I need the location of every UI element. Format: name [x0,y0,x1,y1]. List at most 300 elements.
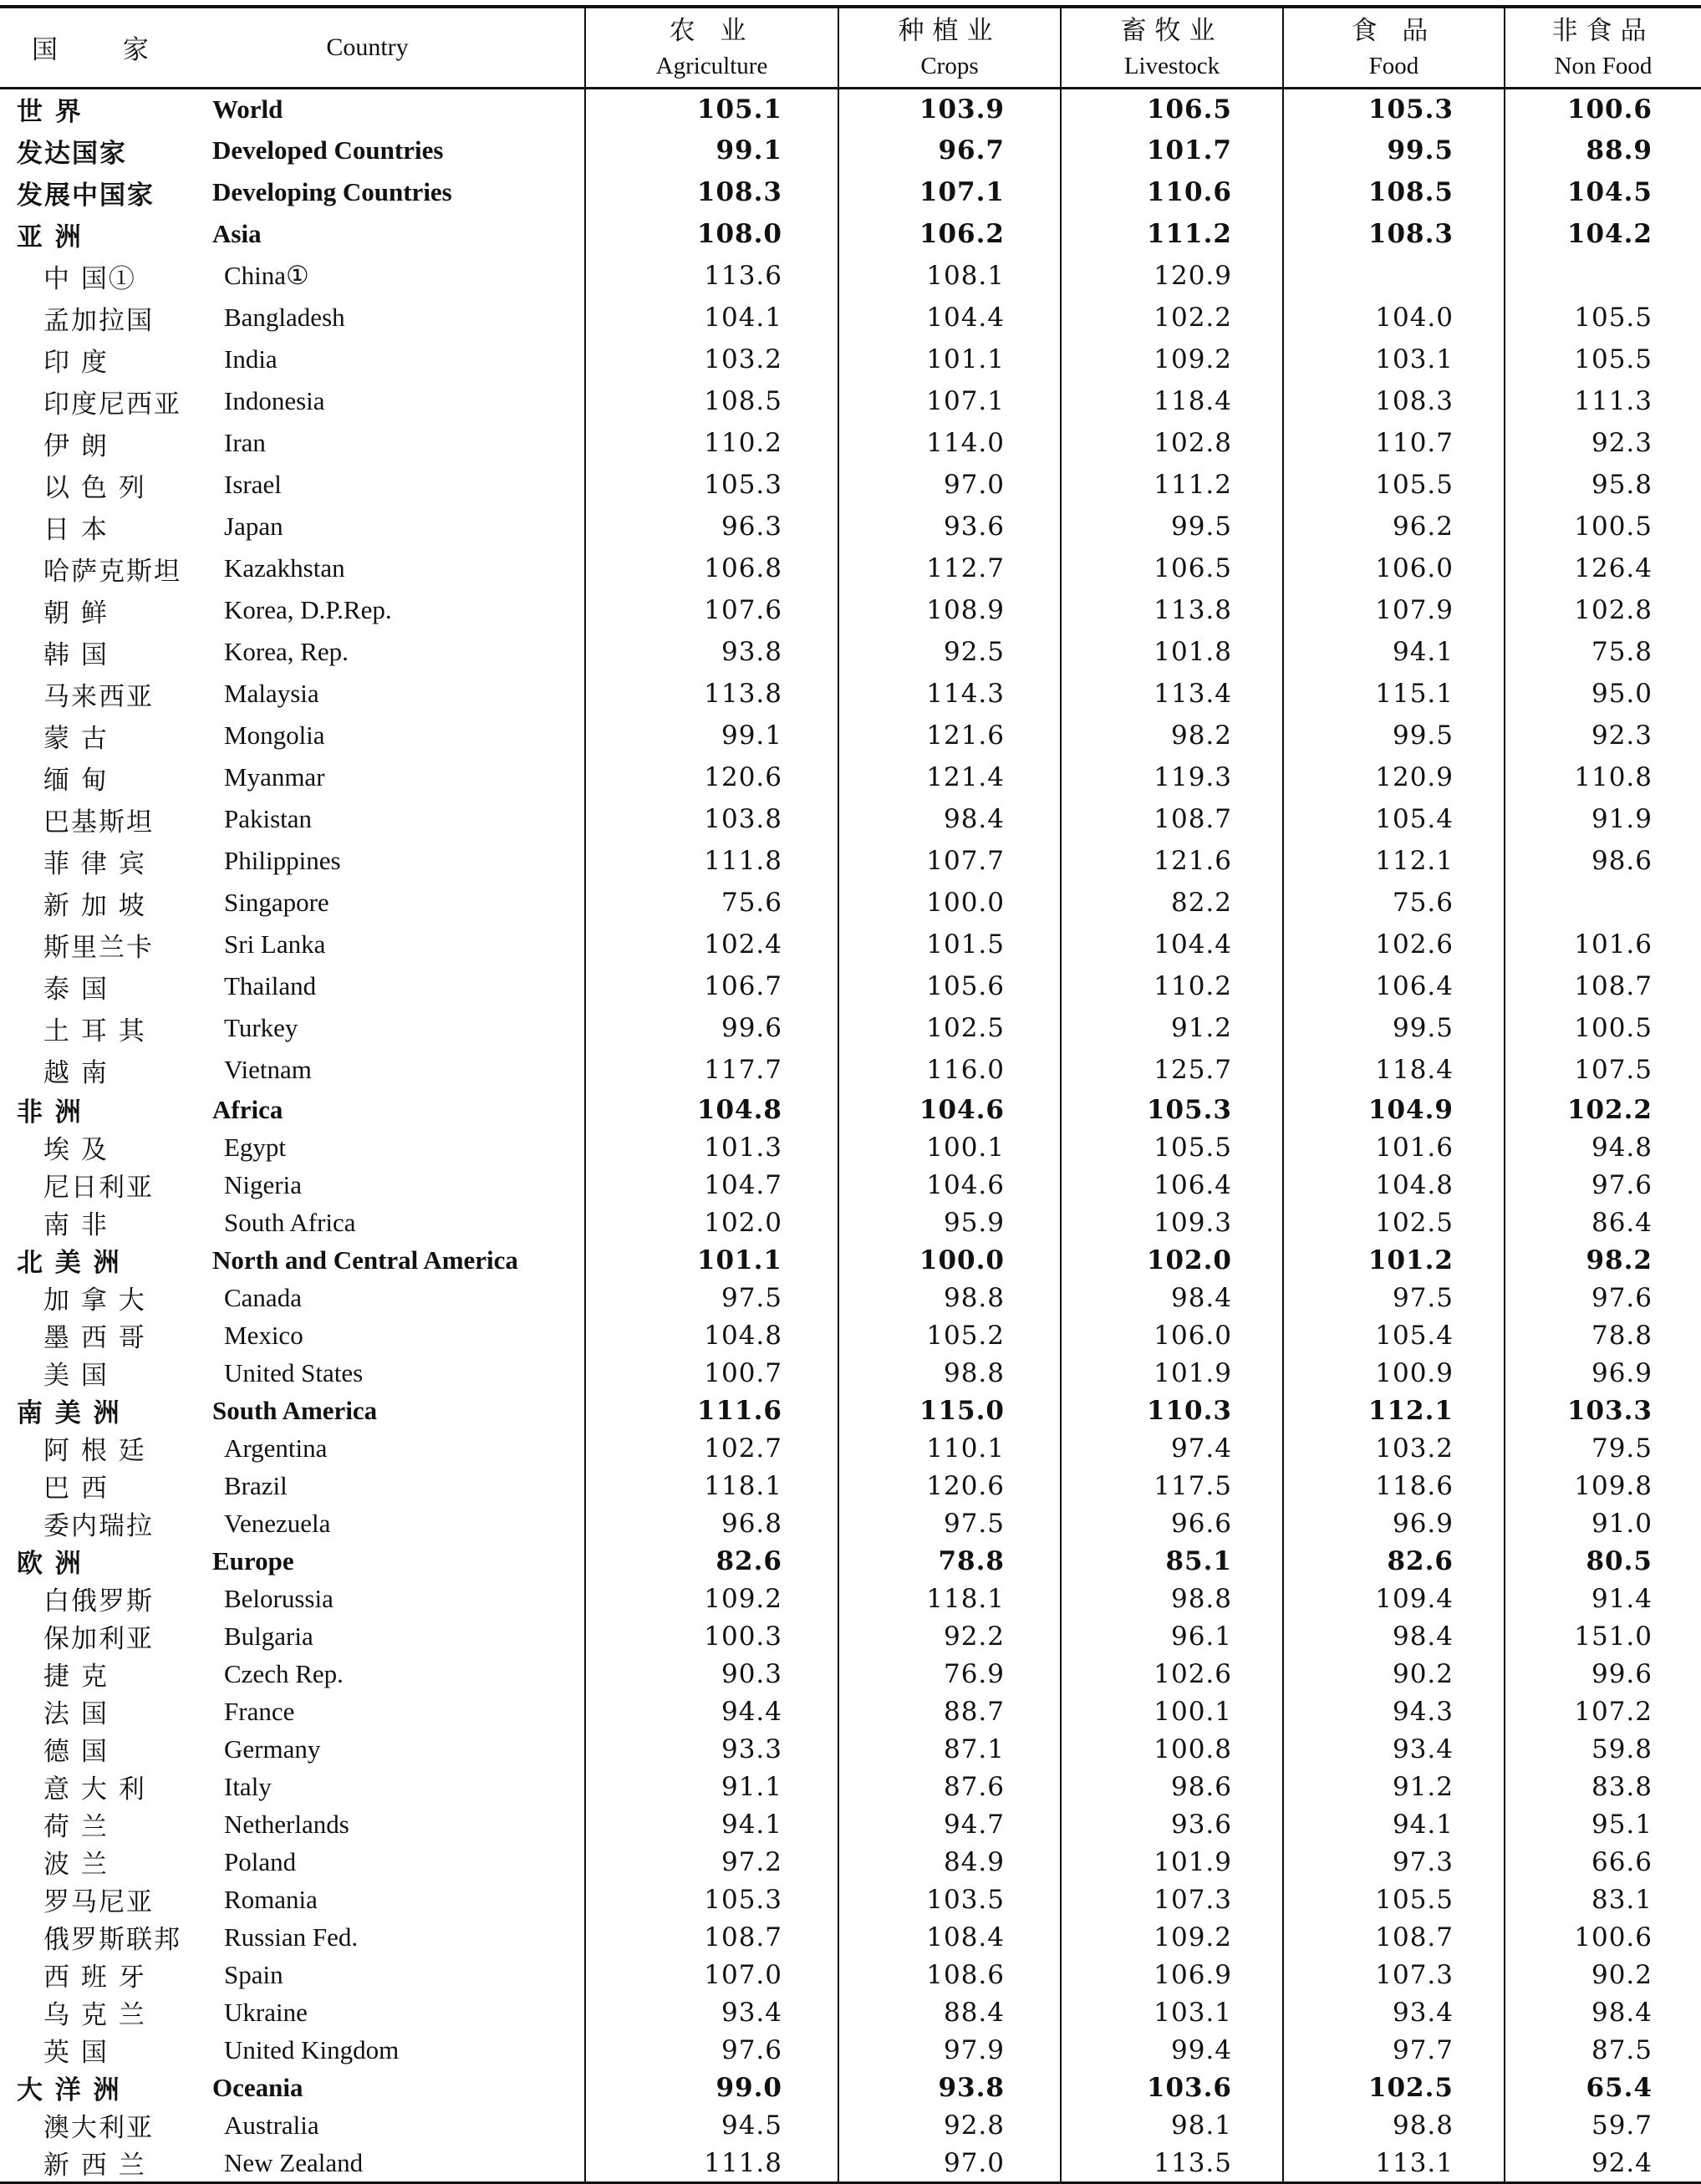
cell-non-food: 86.4 [1505,1204,1701,1241]
cell-food: 75.6 [1283,882,1505,924]
country-name-zh: 土 耳 其 [43,1016,146,1046]
header-non-food [1505,7,1701,88]
country-name-zh: 乌 克 兰 [43,2000,146,2030]
country-name-zh: 孟加拉国 [43,305,154,336]
country-name-en: Russian Fed. [224,1922,359,1952]
cell-crops: 84.9 [838,1843,1061,1881]
table-row [0,2031,1701,2069]
country-name-zh: 以 色 列 [43,472,146,503]
cell-food: 96.9 [1283,1504,1505,1542]
country-name-en: Asia [212,219,262,248]
cell-agriculture: 99.6 [585,1007,838,1049]
country-name-en: Bangladesh [224,303,345,332]
cell-non-food: 102.2 [1505,1091,1701,1128]
cell-crops: 115.0 [838,1392,1061,1429]
country-name-zh: 朝 鲜 [43,598,109,629]
header-food [1283,7,1505,88]
cell-crops: 101.5 [838,924,1061,965]
cell-agriculture: 99.1 [585,130,838,171]
cell-crops: 98.8 [838,1354,1061,1392]
cell-crops: 96.7 [838,130,1061,171]
country-name-zh: 西 班 牙 [43,1963,146,1993]
cell-agriculture: 94.4 [585,1693,838,1730]
cell-agriculture: 96.8 [585,1504,838,1542]
cell-non-food: 105.5 [1505,339,1701,380]
cell-agriculture: 105.3 [585,1881,838,1918]
cell-crops: 93.8 [838,2069,1061,2106]
header-country-en: Country [184,7,585,88]
country-name-zh: 发展中国家 [17,180,155,211]
cell-agriculture: 117.7 [585,1049,838,1091]
cell-crops: 101.1 [838,339,1061,380]
cell-agriculture: 111.8 [585,840,838,882]
country-name-en: Indonesia [224,386,325,415]
cell-food: 106.0 [1283,547,1505,589]
cell-non-food: 102.8 [1505,589,1701,631]
cell-non-food: 126.4 [1505,547,1701,589]
table-row [0,1128,1701,1166]
cell-food: 110.7 [1283,422,1505,464]
cell-livestock: 113.5 [1061,2144,1283,2183]
cell-agriculture: 104.1 [585,297,838,339]
table-row [0,1241,1701,1279]
cell-livestock: 120.9 [1061,255,1283,297]
cell-livestock: 110.6 [1061,171,1283,213]
country-name-zh: 日 本 [43,514,109,545]
country-name-en: Ukraine [224,1997,308,2027]
cell-livestock: 107.3 [1061,1881,1283,1918]
cell-non-food [1505,255,1701,297]
country-name-en: Africa [212,1094,283,1124]
table-row [0,631,1701,673]
cell-food: 108.5 [1283,171,1505,213]
cell-livestock: 101.7 [1061,130,1283,171]
cell-food: 112.1 [1283,1392,1505,1429]
cell-crops: 108.9 [838,589,1061,631]
cell-food [1283,255,1505,297]
cell-food: 99.5 [1283,130,1505,171]
cell-agriculture: 93.3 [585,1730,838,1768]
cell-livestock: 82.2 [1061,882,1283,924]
cell-livestock: 85.1 [1061,1542,1283,1580]
country-name-zh: 波 兰 [43,1850,109,1880]
cell-livestock: 119.3 [1061,756,1283,798]
cell-agriculture: 94.5 [585,2106,838,2144]
table-row [0,924,1701,965]
cell-non-food: 88.9 [1505,130,1701,171]
country-name-zh: 伊 朗 [43,430,109,461]
cell-agriculture: 97.6 [585,2031,838,2069]
cell-non-food: 95.1 [1505,1805,1701,1843]
cell-non-food: 66.6 [1505,1843,1701,1881]
cell-crops: 103.5 [838,1881,1061,1918]
cell-crops: 112.7 [838,547,1061,589]
cell-livestock: 106.9 [1061,1956,1283,1993]
cell-non-food: 105.5 [1505,297,1701,339]
cell-crops: 121.6 [838,715,1061,756]
cell-non-food: 100.6 [1505,1918,1701,1956]
cell-non-food: 111.3 [1505,380,1701,422]
table-row [0,1617,1701,1655]
cell-non-food: 109.8 [1505,1467,1701,1504]
cell-livestock: 105.3 [1061,1091,1283,1128]
cell-food: 90.2 [1283,1655,1505,1693]
cell-agriculture: 113.6 [585,255,838,297]
country-name-en: Mexico [224,1320,303,1350]
cell-livestock: 96.1 [1061,1617,1283,1655]
cell-crops: 97.5 [838,1504,1061,1542]
cell-agriculture: 101.3 [585,1128,838,1166]
cell-agriculture: 99.1 [585,715,838,756]
cell-crops: 92.5 [838,631,1061,673]
cell-crops: 87.6 [838,1768,1061,1805]
cell-food: 108.7 [1283,1918,1505,1956]
cell-crops: 103.9 [838,88,1061,130]
cell-food: 107.3 [1283,1956,1505,1993]
cell-crops: 110.1 [838,1429,1061,1467]
cell-non-food: 59.7 [1505,2106,1701,2144]
table-row [0,1805,1701,1843]
cell-food: 112.1 [1283,840,1505,882]
cell-crops: 104.6 [838,1166,1061,1204]
cell-agriculture: 103.2 [585,339,838,380]
cell-food: 105.5 [1283,1881,1505,1918]
cell-livestock: 104.4 [1061,924,1283,965]
table-row [0,673,1701,715]
cell-non-food: 108.7 [1505,965,1701,1007]
country-name-en: India [224,344,278,374]
cell-food: 82.6 [1283,1542,1505,1580]
cell-livestock: 113.8 [1061,589,1283,631]
country-name-zh: 委内瑞拉 [43,1511,154,1541]
cell-non-food: 90.2 [1505,1956,1701,1993]
country-name-en: Romania [224,1884,318,1914]
country-name-en: Spain [224,1959,283,1989]
country-name-en: Developing Countries [212,177,452,206]
cell-livestock: 98.2 [1061,715,1283,756]
table-row [0,130,1701,171]
cell-food: 98.4 [1283,1617,1505,1655]
country-name-en: Developed Countries [212,135,444,165]
cell-food: 99.5 [1283,1007,1505,1049]
table-header [0,7,1701,88]
header-livestock [1061,7,1283,88]
cell-agriculture: 110.2 [585,422,838,464]
table-row [0,798,1701,840]
country-name-en: Belorussia [224,1583,334,1613]
cell-crops: 114.0 [838,422,1061,464]
country-name-zh: 新 西 兰 [0,2144,184,2183]
cell-agriculture: 100.7 [585,1354,838,1392]
cell-crops: 97.9 [838,2031,1061,2069]
header-non-food-zh: 非食品 [1551,15,1655,46]
cell-agriculture: 97.5 [585,1279,838,1316]
cell-non-food: 83.8 [1505,1768,1701,1805]
country-name-en: Malaysia [224,679,319,708]
cell-food: 93.4 [1283,1730,1505,1768]
table-row [0,88,1701,130]
cell-agriculture: 94.1 [585,1805,838,1843]
cell-agriculture: 120.6 [585,756,838,798]
cell-livestock: 121.6 [1061,840,1283,882]
cell-non-food: 92.4 [1505,2144,1701,2183]
cell-non-food: 92.3 [1505,715,1701,756]
cell-agriculture: 97.2 [585,1843,838,1881]
country-name-en: South America [212,1395,378,1425]
cell-food: 108.3 [1283,213,1505,255]
cell-food: 94.1 [1283,631,1505,673]
country-name-en: World [212,94,283,124]
cell-crops: 105.2 [838,1316,1061,1354]
cell-non-food: 104.2 [1505,213,1701,255]
cell-non-food: 91.4 [1505,1580,1701,1617]
cell-crops: 107.7 [838,840,1061,882]
cell-food: 104.0 [1283,297,1505,339]
country-name-zh: 发达国家 [17,138,127,169]
cell-agriculture: 100.3 [585,1617,838,1655]
table-row [0,1580,1701,1617]
table-row [0,422,1701,464]
cell-non-food: 99.6 [1505,1655,1701,1693]
table-row [0,2144,1701,2183]
country-name-en: New Zealand [184,2144,585,2183]
table-row [0,171,1701,213]
table-row [0,297,1701,339]
cell-non-food: 95.0 [1505,673,1701,715]
cell-crops: 97.0 [838,2144,1061,2183]
cell-non-food: 78.8 [1505,1316,1701,1354]
country-name-zh: 南 美 洲 [17,1398,121,1428]
cell-livestock: 110.2 [1061,965,1283,1007]
cell-food: 107.9 [1283,589,1505,631]
cell-non-food: 101.6 [1505,924,1701,965]
country-name-en: United Kingdom [224,2034,400,2064]
table-row [0,1204,1701,1241]
country-name-en: Singapore [224,888,329,917]
cell-food: 97.7 [1283,2031,1505,2069]
cell-non-food: 97.6 [1505,1279,1701,1316]
cell-livestock: 108.7 [1061,798,1283,840]
cell-agriculture: 108.0 [585,213,838,255]
cell-non-food: 75.8 [1505,631,1701,673]
table-row [0,1843,1701,1881]
cell-food: 99.5 [1283,715,1505,756]
country-name-zh: 法 国 [43,1699,109,1729]
table-row [0,1993,1701,2031]
cell-livestock: 106.0 [1061,1316,1283,1354]
country-name-en: Japan [224,512,283,541]
table-row [0,1504,1701,1542]
header-agriculture-zh: 农 业 [669,15,755,46]
cell-food: 101.2 [1283,1241,1505,1279]
cell-food: 105.5 [1283,464,1505,506]
country-name-en: Bulgaria [224,1621,313,1651]
cell-food: 103.2 [1283,1429,1505,1467]
cell-crops: 104.6 [838,1091,1061,1128]
country-name-zh: 马来西亚 [43,681,154,712]
country-name-zh: 哈萨克斯坦 [43,556,181,587]
cell-non-food: 151.0 [1505,1617,1701,1655]
country-name-zh: 斯里兰卡 [43,932,154,963]
cell-livestock: 106.4 [1061,1166,1283,1204]
cell-non-food: 83.1 [1505,1881,1701,1918]
cell-livestock: 101.8 [1061,631,1283,673]
cell-crops: 76.9 [838,1655,1061,1693]
cell-agriculture: 105.3 [585,464,838,506]
cell-crops: 92.2 [838,1617,1061,1655]
cell-crops: 94.7 [838,1805,1061,1843]
country-name-zh: 越 南 [43,1057,109,1088]
country-name-en: France [224,1696,295,1726]
table-row [0,1467,1701,1504]
cell-non-food: 107.5 [1505,1049,1701,1091]
cell-agriculture: 108.3 [585,171,838,213]
country-name-zh: 意 大 利 [43,1774,146,1805]
header-agriculture-en: Agriculture [655,52,768,79]
cell-food: 97.3 [1283,1843,1505,1881]
cell-agriculture: 90.3 [585,1655,838,1693]
cell-non-food: 107.2 [1505,1693,1701,1730]
cell-food: 105.3 [1283,88,1505,130]
cell-agriculture: 111.8 [585,2144,838,2183]
country-name-en: Sri Lanka [224,929,326,959]
cell-crops: 78.8 [838,1542,1061,1580]
cell-crops: 95.9 [838,1204,1061,1241]
country-name-en: Egypt [224,1132,287,1162]
cell-livestock: 109.2 [1061,339,1283,380]
cell-non-food: 103.3 [1505,1392,1701,1429]
header-non-food-en: Non Food [1554,52,1653,79]
cell-livestock: 103.6 [1061,2069,1283,2106]
country-name-zh: 澳大利亚 [43,2113,154,2143]
cell-food: 109.4 [1283,1580,1505,1617]
cell-crops: 93.6 [838,506,1061,547]
cell-food: 113.1 [1283,2144,1505,2183]
cell-livestock: 98.6 [1061,1768,1283,1805]
cell-non-food: 100.6 [1505,88,1701,130]
table-row [0,1956,1701,1993]
country-name-zh: 欧 洲 [17,1549,83,1579]
cell-crops: 88.7 [838,1693,1061,1730]
cell-non-food: 80.5 [1505,1542,1701,1580]
table-row [0,1279,1701,1316]
cell-crops: 88.4 [838,1993,1061,2031]
cell-crops: 108.6 [838,1956,1061,1993]
table-row [0,1007,1701,1049]
cell-livestock: 100.8 [1061,1730,1283,1768]
table-row [0,339,1701,380]
cell-agriculture: 107.6 [585,589,838,631]
cell-food: 102.6 [1283,924,1505,965]
cell-livestock: 102.2 [1061,297,1283,339]
country-name-zh: 新 加 坡 [43,890,146,921]
cell-non-food: 98.6 [1505,840,1701,882]
country-name-en: China① [224,261,309,290]
country-name-zh: 缅 甸 [43,765,109,796]
country-name-zh: 白俄罗斯 [43,1586,154,1616]
country-name-zh: 泰 国 [43,974,109,1005]
cell-livestock: 105.5 [1061,1128,1283,1166]
cell-agriculture: 99.0 [585,2069,838,2106]
cell-livestock: 91.2 [1061,1007,1283,1049]
country-name-en: Italy [224,1771,272,1801]
cell-non-food [1505,882,1701,924]
cell-food: 91.2 [1283,1768,1505,1805]
table-row [0,840,1701,882]
cell-food: 102.5 [1283,1204,1505,1241]
cell-livestock: 102.6 [1061,1655,1283,1693]
cell-food: 96.2 [1283,506,1505,547]
cell-agriculture: 105.1 [585,88,838,130]
header-crops [838,7,1061,88]
cell-crops: 102.5 [838,1007,1061,1049]
country-name-zh: 保加利亚 [43,1624,154,1654]
table-row [0,1166,1701,1204]
cell-agriculture: 108.7 [585,1918,838,1956]
cell-non-food: 94.8 [1505,1128,1701,1166]
table-row [0,1693,1701,1730]
header-livestock-en: Livestock [1123,52,1220,79]
country-name-zh: 美 国 [43,1361,109,1391]
table-row [0,1049,1701,1091]
table-row [0,2069,1701,2106]
cell-livestock: 98.4 [1061,1279,1283,1316]
header-crops-en: Crops [920,52,979,79]
cell-crops: 108.1 [838,255,1061,297]
country-name-en: Poland [224,1846,297,1876]
country-name-en: Mongolia [224,720,325,750]
country-name-en: Korea, Rep. [224,637,349,666]
cell-livestock: 118.4 [1061,380,1283,422]
cell-livestock: 102.8 [1061,422,1283,464]
cell-agriculture: 107.0 [585,1956,838,1993]
country-name-en: Netherlands [224,1809,349,1839]
cell-livestock: 97.4 [1061,1429,1283,1467]
country-name-zh: 阿 根 廷 [43,1436,146,1466]
country-name-zh: 世 界 [17,97,83,128]
table-row [0,1354,1701,1392]
table-row [0,1392,1701,1429]
cell-crops: 92.8 [838,2106,1061,2144]
country-name-zh: 北 美 洲 [17,1248,121,1278]
cell-crops: 98.4 [838,798,1061,840]
table-row [0,756,1701,798]
cell-livestock: 125.7 [1061,1049,1283,1091]
table-row [0,965,1701,1007]
table-row [0,1730,1701,1768]
country-name-zh: 韩 国 [43,639,109,670]
cell-food: 94.1 [1283,1805,1505,1843]
cell-agriculture: 118.1 [585,1467,838,1504]
cell-crops: 98.8 [838,1279,1061,1316]
table-row [0,882,1701,924]
cell-livestock: 100.1 [1061,1693,1283,1730]
table-row [0,1918,1701,1956]
country-name-en: Canada [224,1282,302,1312]
cell-food: 118.4 [1283,1049,1505,1091]
cell-crops: 100.0 [838,1241,1061,1279]
table-row [0,380,1701,422]
country-name-en: Czech Rep. [224,1658,344,1688]
country-name-en: Israel [224,470,282,499]
country-name-en: Europe [212,1545,294,1576]
cell-food: 108.3 [1283,380,1505,422]
production-index-table [0,5,1701,2184]
cell-crops: 120.6 [838,1467,1061,1504]
cell-agriculture: 103.8 [585,798,838,840]
cell-agriculture: 104.7 [585,1166,838,1204]
cell-non-food: 100.5 [1505,1007,1701,1049]
